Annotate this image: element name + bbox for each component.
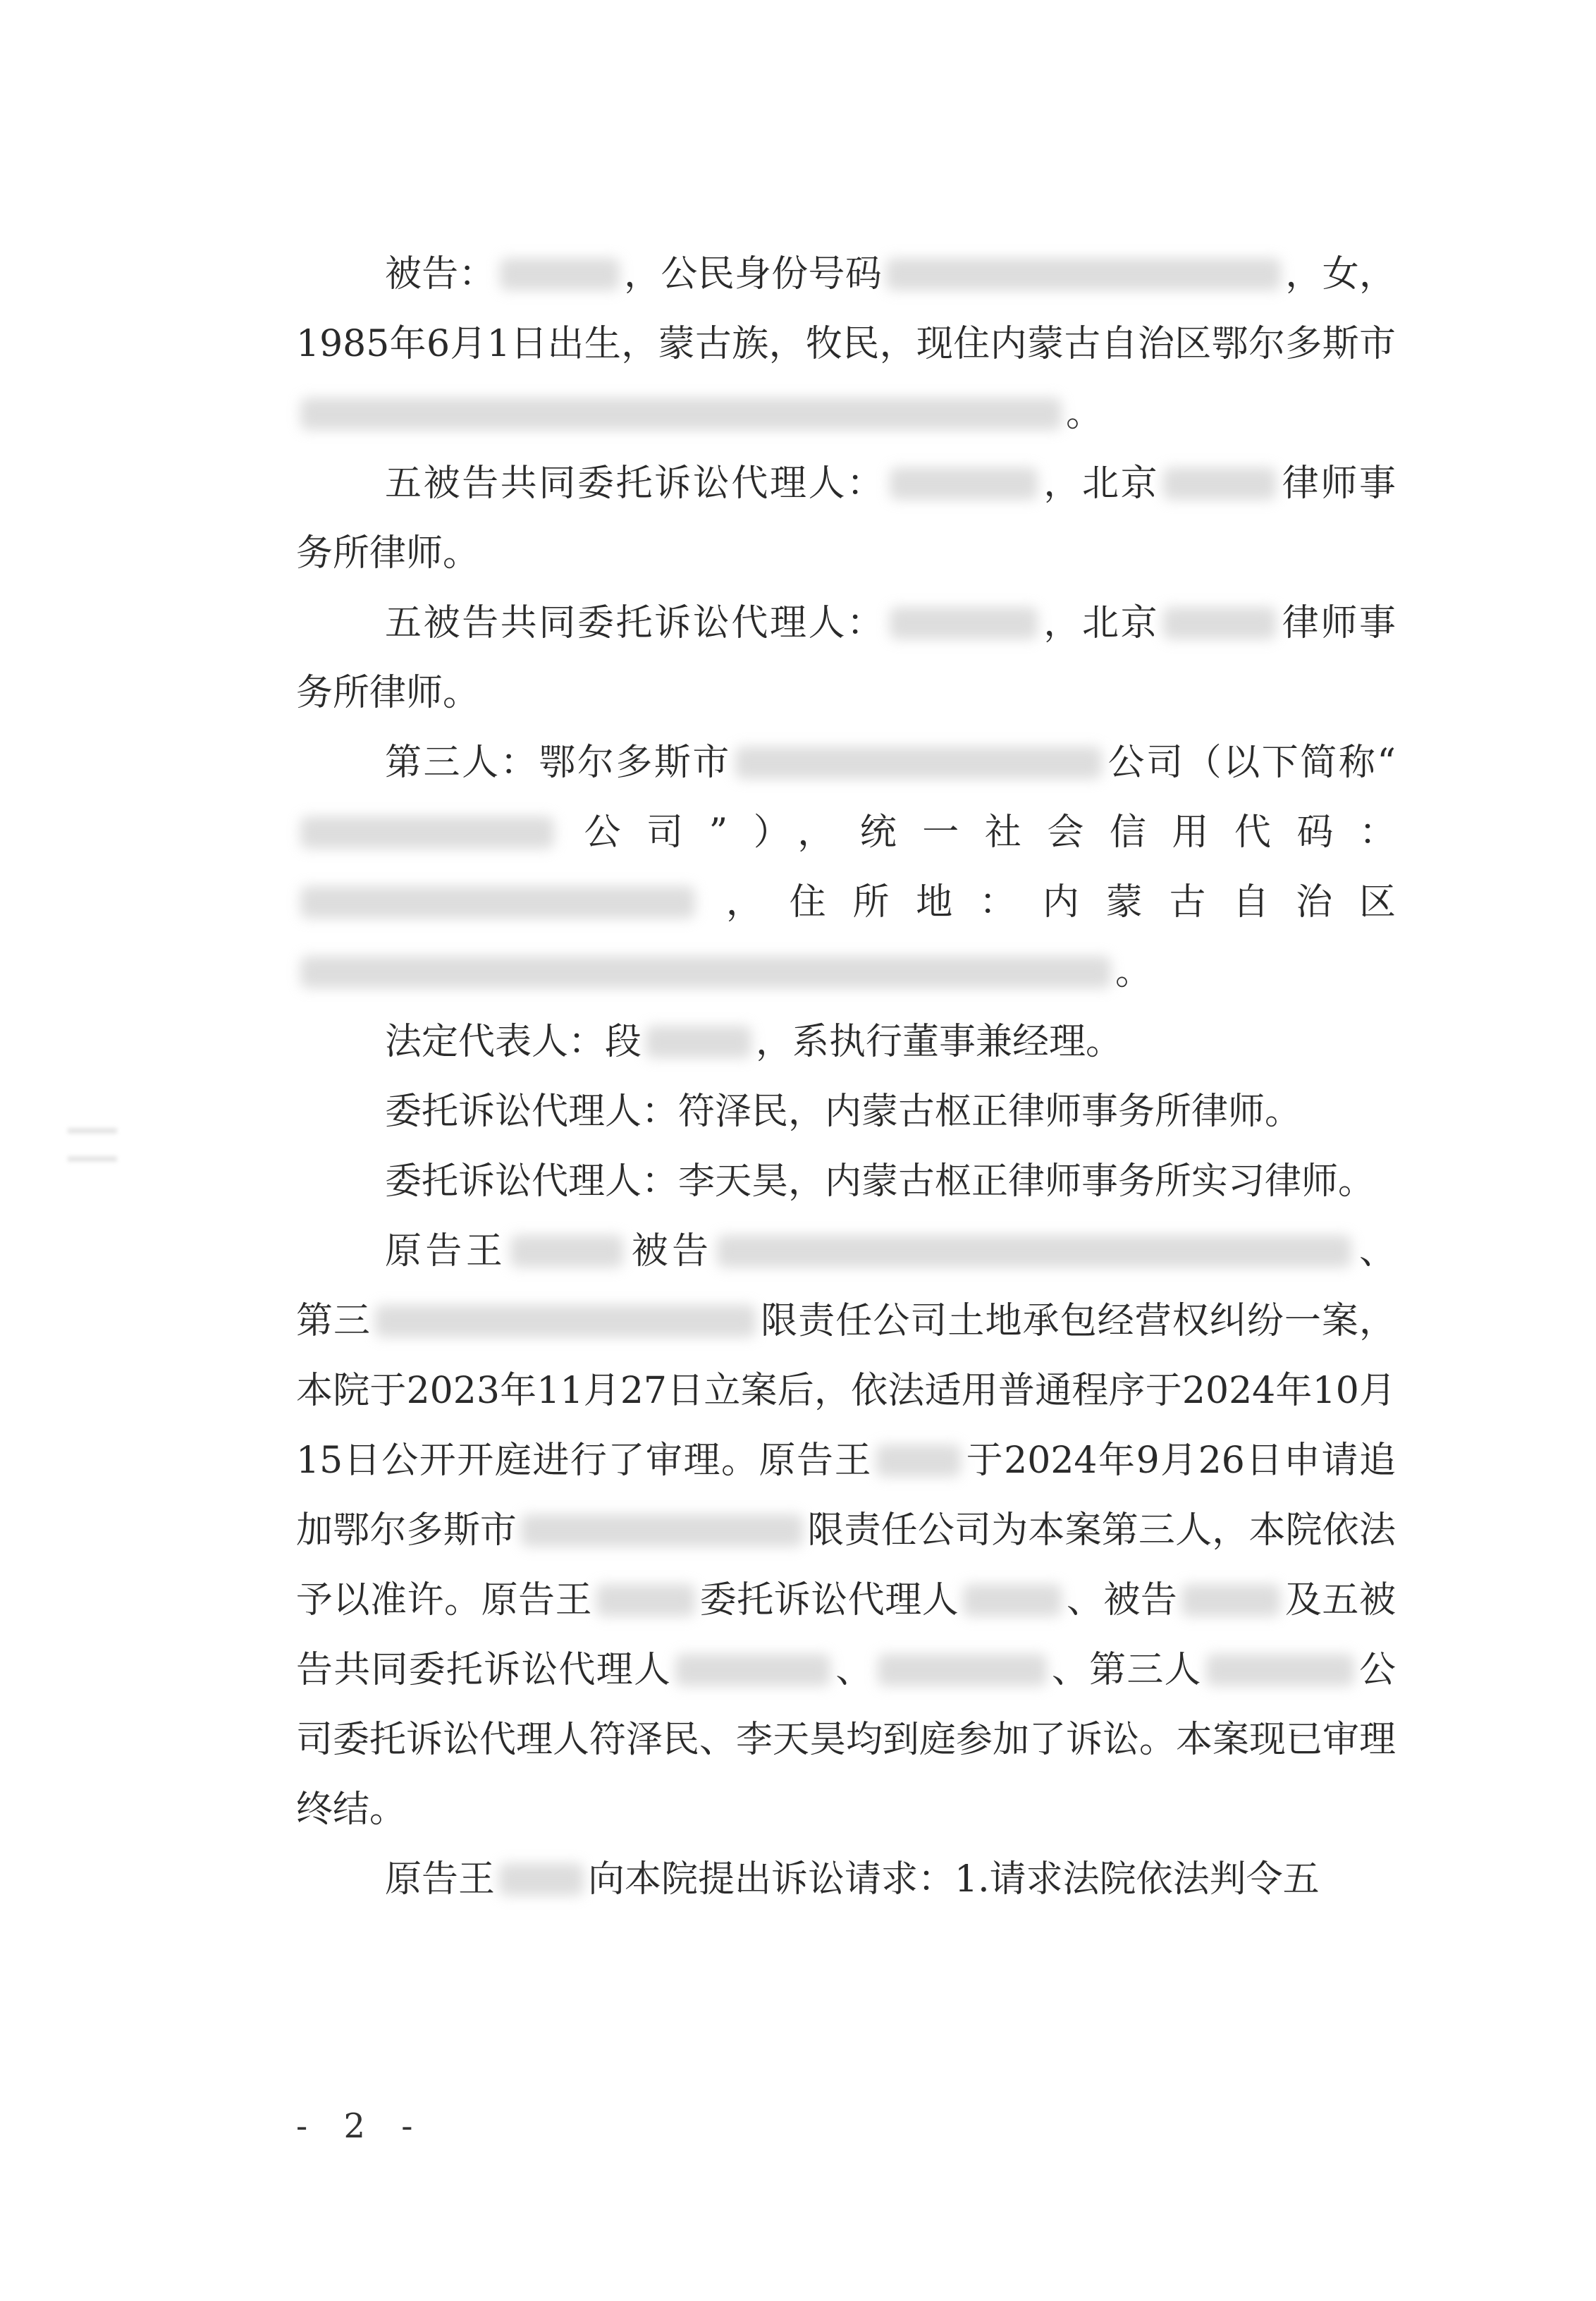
paragraph-text: ，北京 [1041,462,1160,505]
paragraph-text: 律师事务所律师。 [296,602,1396,714]
redacted-text [1181,1584,1280,1616]
paragraph-text: ，北京 [1041,602,1160,644]
redacted-text [1163,467,1276,500]
paragraph-text: 五被告共同委托诉讼代理人： [385,462,885,505]
redacted-text [735,747,1102,779]
paragraph-text: ，系执行董事兼经理。 [756,1021,1123,1063]
paragraph-text: 、第三人 [1050,1649,1202,1691]
redacted-text [886,258,1281,290]
paragraph-text: 五被告共同委托诉讼代理人： [385,602,885,644]
paragraph-text: 公司委托诉讼代理人符泽民、李天昊均到庭参加了诉讼。本案现已审理终结。 [296,1649,1396,1831]
paragraph-p3 [296,589,1396,728]
paragraph-text: 。 [1115,951,1153,993]
paragraph-text: 。 [1066,393,1103,435]
paragraph-text: 被告： [385,253,496,295]
paragraph-text: 于2024年9月26日申请追加鄂尔多斯市 [296,1440,1396,1552]
scan-artifact [68,1156,117,1162]
paragraph-p6 [296,1077,1396,1147]
paragraph-text: 原告王 [385,1230,507,1272]
paragraph-text: 、第三 [296,1230,1396,1342]
redacted-text [300,956,1111,988]
paragraph-text: 原告王 [385,1858,496,1901]
paragraph-p8 [296,1217,1396,1845]
paragraph-text: 法定代表人：段 [385,1021,642,1063]
redacted-text [521,1514,803,1547]
paragraph-text: ，住所地：内蒙古自治区 [699,881,1396,924]
document-body [296,240,1396,1915]
paragraph-p2 [296,449,1396,589]
redacted-text [890,467,1038,500]
paragraph-text: 公司（以下简称“ [1105,742,1396,784]
paragraph-text: 委托诉讼代理人 [699,1579,959,1621]
paragraph-p7 [296,1147,1396,1217]
paragraph-text: 、被告 [1066,1579,1178,1621]
redacted-text [375,1305,756,1337]
paragraph-text: 委托诉讼代理人：符泽民，内蒙古枢正律师事务所律师。 [385,1091,1302,1133]
paragraph-p9 [296,1845,1396,1915]
redacted-text [300,816,554,849]
redacted-text [1206,1654,1354,1686]
redacted-text [963,1584,1062,1616]
paragraph-text: ，女，1985年6月1日出生，蒙古族，牧民，现住内蒙古自治区鄂尔多斯市 [296,253,1396,365]
paragraph-text: 向本院提出诉讼请求：1.请求法院依法判令五 [588,1858,1320,1901]
scan-artifact [68,1128,117,1134]
redacted-text [876,1444,961,1477]
redacted-text [675,1654,830,1686]
paragraph-text: 委托诉讼代理人：李天昊，内蒙古枢正律师事务所实习律师。 [385,1160,1375,1203]
paragraph-text: 公司”），统一社会信用代码： [558,811,1396,854]
paragraph-text: 限责任公司土地承包经营权纠纷一案，本院于2023年11月27日立案后，依法适用普通程序于2024年10月15日公开开庭进行了审理。原告王 [296,1300,1396,1482]
redacted-text [510,1235,623,1268]
redacted-text [596,1584,695,1616]
redacted-text [717,1235,1351,1268]
paragraph-p1 [296,240,1396,449]
paragraph-text: ，公民身份号码 [623,253,883,295]
redacted-text [878,1654,1047,1686]
redacted-text [646,1026,751,1058]
paragraph-text: 律师事务所律师。 [296,462,1396,575]
redacted-text [500,258,620,290]
page-number: - 2 - [296,2106,426,2146]
paragraph-text: 、 [835,1649,873,1691]
paragraph-p5 [296,1007,1396,1077]
paragraph-text: 被告 [627,1230,713,1272]
paragraph-text: 限责任公司为本案第三人，本院依法予以准许。原告王 [296,1509,1396,1621]
redacted-text [300,398,1062,430]
redacted-text [1163,607,1276,639]
paragraph-text: 及五被告共同委托诉讼代理人 [296,1579,1396,1691]
redacted-text [300,886,695,919]
redacted-text [499,1863,584,1896]
paragraph-text: 第三人：鄂尔多斯市 [385,742,731,784]
paragraph-p4 [296,728,1396,1007]
redacted-text [890,607,1038,639]
